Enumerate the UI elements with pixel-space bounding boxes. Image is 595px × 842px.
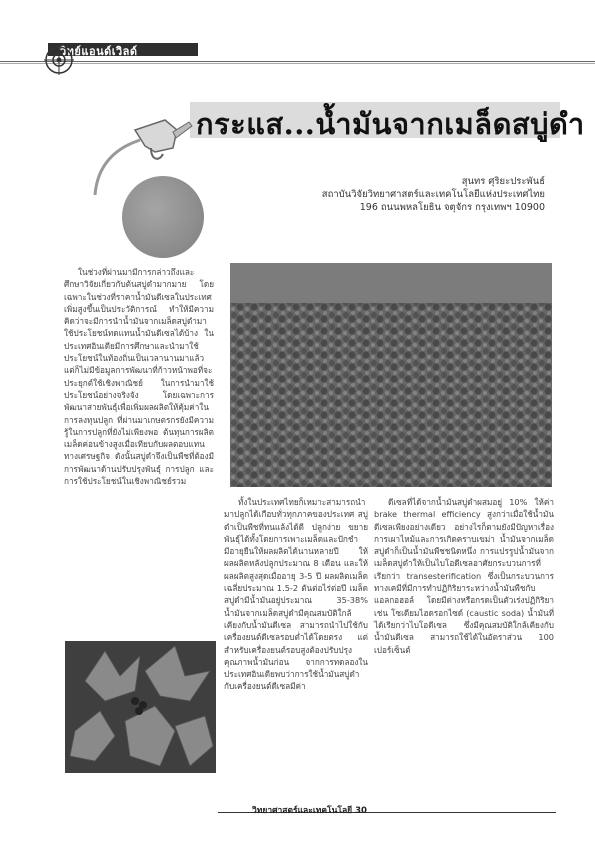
paragraph: ทั้งในประเทศไทยก็เหมาะสามารถนำมาปลูกได้เกือบทั่วทุกภาคของประเทศ สบู่ดำเป็นพืชที่ทนแล้งได้ดี ปลูกง่าย ขยายพันธุ์ได้ทั้งโดยการเพาะเมล็ดและปักชำ มีอายุยืนให้ผลผลิตได้นานหลายปี ให้ผลผลิตหลังปลูกประมาณ 8 เดือน และให้ผลผลิตสูงสุดเมื่ออายุ 3-5 ปี ผลผลิตเมล็ดเฉลี่ยประมาณ 1.5-2 ตันต่อไร่ต่อปี เมล็ดสบู่ดำมีน้ำมันอยู่ประมาณ 35-38% น้ำมันจากเมล็ดสบู่ดำมีคุณสมบัติใกล้เคียงกับน้ำมันดีเซล สามารถนำไปใช้กับเครื่องยนต์ดีเซลรอบต่ำได้โดยตรง แต่สำหรับเครื่องยนต์รอบสูงต้องปรับปรุงคุณภาพน้ำมันก่อน จากการทดลองในประเทศอินเดียพบว่าการใช้น้ำมันสบู่ดำกับเครื่องยนต์ดีเซลมีค่า	[224, 497, 368, 692]
page-footer: วิทยาศาสตร์และเทคโนโลยี 30	[252, 806, 367, 816]
author-address: 196 ถนนพหลโยธิน จตุจักร กรุงเทพฯ 10900	[359, 202, 545, 213]
header-rule-thin	[0, 63, 595, 64]
jatropha-field-photo	[230, 263, 552, 487]
paragraph: ดีเซลที่ได้จากน้ำมันสบู่ดำผสมอยู่ 10% ให้ค่า brake thermal efficiency สูงกว่าเมื่อใช้น้ำมันดีเซลเพียงอย่างเดียว อย่างไรก็ตามยังมีปัญหาเรื่องการเผาไหม้และการเกิดคราบเขม่า น้ำมันจากเมล็ดสบู่ดำก็เป็นน้ำมันพืชชนิดหนึ่ง การแปรรูปน้ำมันจากเมล็ดสบู่ดำให้เป็นไบโอดีเซลอาศัยกระบวนการที่เรียกว่า transesterification ซึ่งเป็นกระบวนการทางเคมีที่มีการทำปฏิกิริยาระหว่างน้ำมันพืชกับแอลกอฮอล์ โดยมีด่างหรือกรดเป็นตัวเร่งปฏิกิริยา เช่น โซเดียมไฮดรอกไซด์ (caustic soda) น้ำมันที่ได้เรียกว่าไบโอดีเซล ซึ่งมีคุณสมบัติใกล้เคียงกับน้ำมันดีเซล สามารถใช้ได้ในอัตราส่วน 100 เปอร์เซ็นต์	[374, 497, 554, 655]
section-label: วิทย์แอนด์เวิลด์	[60, 45, 138, 58]
body-column-1	[64, 266, 214, 487]
header-rule	[0, 61, 595, 62]
paragraph: ในช่วงที่ผ่านมามีการกล่าวถึงและศึกษาวิจัยเกี่ยวกับต้นสบู่ดำมากมาย โดยเฉพาะในช่วงที่ราคาน้ำมันดีเซลในประเทศเพิ่มสูงขึ้นเป็นประวัติการณ์ ทำให้มีความคิดว่าจะมีการนำน้ำมันจากเมล็ดสบู่ดำมาใช้ประโยชน์ทดแทนน้ำมันดีเซลได้บ้าง ในประเทศอินเดียมีการศึกษาและนำมาใช้ประโยชน์ในท้องถิ่นเป็นเวลานานมาแล้ว แต่ก็ไม่มีข้อมูลการพัฒนาที่ก้าวหน้าพอที่จะประยุกต์ใช้เชิงพาณิชย์ ในการนำมาใช้ประโยชน์อย่างจริงจัง โดยเฉพาะการพัฒนาสายพันธุ์เพื่อเพิ่มผลผลิตให้คุ้มค่าในการลงทุนปลูก ที่ผ่านมาเกษตรกรยังมีความรู้ในการปลูกที่ยังไม่เพียงพอ ต้นทุนการผลิตเมล็ดค่อนข้างสูงเมื่อเทียบกับผลตอบแทนทางเศรษฐกิจ ดังนั้นสบู่ดำจึงเป็นพืชที่ต้องมีการพัฒนาด้านปรับปรุงพันธุ์ การปลูก และการใช้ประโยชน์ในเชิงพาณิชย์รวม	[64, 267, 214, 487]
body-column-2	[224, 496, 368, 693]
jatropha-leaf-photo	[65, 641, 216, 773]
author-name: สุนทร ศุริยะประพันธ์	[461, 176, 545, 187]
body-column-3	[374, 496, 554, 656]
article-title: กระแส...น้ำมันจากเมล็ดสบู่ดำ	[196, 107, 585, 141]
oil-drop-circle	[122, 176, 204, 258]
author-org: สถาบันวิจัยวิทยาศาสตร์และเทคโนโลยีแห่งประเทศไทย	[321, 189, 545, 200]
author-block	[322, 175, 545, 214]
target-logo-icon	[44, 45, 74, 75]
